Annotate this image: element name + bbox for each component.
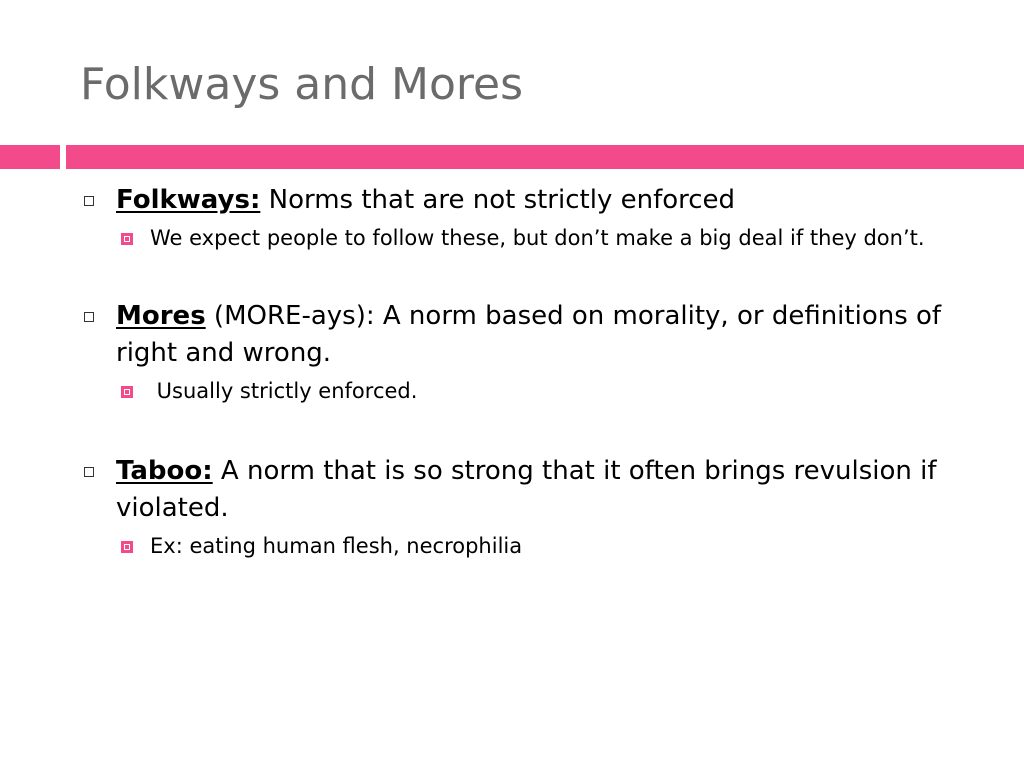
pink-square-bullet-icon: [121, 233, 133, 245]
sub-bullet-taboo: [116, 531, 980, 562]
sub-bullet-text: Ex: eating human flesh, necrophilia: [150, 534, 523, 558]
bullet-term: Mores: [116, 301, 206, 331]
pink-square-bullet-icon: [121, 386, 133, 398]
bullet-folkways: [80, 182, 980, 219]
bullet-term: Folkways:: [116, 185, 261, 215]
bullet-term: Taboo:: [116, 456, 213, 486]
accent-bar-right: [66, 145, 1024, 169]
bullet-taboo: [80, 453, 980, 527]
bullet-group-taboo: [80, 453, 980, 562]
accent-bar-left: [0, 145, 60, 169]
slide-content: [80, 182, 980, 606]
bullet-text: (MORE-ays): A norm based on morality, or definitions of right and wrong.: [116, 301, 942, 368]
bullet-group-mores: [80, 298, 980, 407]
pink-square-bullet-icon: [121, 541, 133, 553]
hollow-square-bullet-icon: [84, 467, 94, 477]
hollow-square-bullet-icon: [84, 196, 94, 206]
sub-bullet-mores: [116, 376, 980, 407]
bullet-text: A norm that is so strong that it often brings revulsion if violated.: [116, 456, 937, 523]
bullet-text: Norms that are not strictly enforced: [260, 185, 736, 215]
sub-bullet-text: We expect people to follow these, but don’t make a big deal if they don’t.: [150, 226, 925, 250]
slide-title: Folkways and Mores: [80, 59, 524, 110]
bullet-mores: [80, 298, 980, 372]
bullet-group-folkways: [80, 182, 980, 254]
hollow-square-bullet-icon: [84, 312, 94, 322]
sub-bullet-text: Usually strictly enforced.: [150, 379, 418, 403]
sub-bullet-folkways: [116, 223, 980, 254]
